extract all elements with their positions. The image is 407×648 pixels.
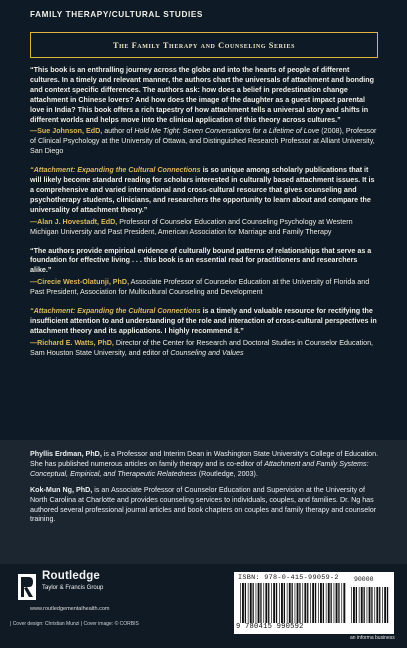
author-bio-2: Kok-Mun Ng, PhD, is an Associate Professor of Counselor Education and Supervision at the University of North Carolina at Charlotte and provides counseling services to individuals, couples, and families. Dr. Ng has authored several professional journal articles and book chapters on couples and family therapy and counselor training. xyxy=(30,485,377,524)
category-label: FAMILY THERAPY/CULTURAL STUDIES xyxy=(30,10,203,19)
endorsement-attribution: —Alan J. Hovestadt, EdD, Professor of Counselor Education and Counseling Psychology at Western Michigan University and Past President, American Association for Marriage and Family Therapy xyxy=(30,217,353,236)
addon-barcode-icon xyxy=(351,587,389,623)
barcode xyxy=(234,572,394,634)
endorsement-4 xyxy=(30,307,380,359)
ean-barcode-icon xyxy=(240,583,346,623)
endorsements xyxy=(30,66,380,368)
publisher-website: www.routledgementalhealth.com xyxy=(30,606,110,612)
author-bios-panel xyxy=(0,440,407,564)
series-banner xyxy=(30,32,378,58)
addon-digits: 90000 xyxy=(354,576,374,583)
endorsement-text: “Attachment: Expanding the Cultural Connections is so unique among scholarly publications that it will likely become standard reading for scholars interested in culturally based attachment issues. It is a comprehensive and varied international and cross-cultural resource that gives counseling and psychotherapy students, clinicians, and researchers the opportunity to learn about and compare the universality of attachment theory.” xyxy=(30,166,375,214)
endorsement-attribution: —Sue Johnson, EdD, author of Hold Me Tight: Seven Conversations for a Lifetime of Love (2008), Professor of Clinical Psychology at the University of Ottawa, and Distinguished Research Professor at Alliant University, San Diego xyxy=(30,127,377,156)
author-bio-1: Phyllis Erdman, PhD, is a Professor and Interim Dean in Washington State University’s College of Education. She has published numerous articles on family therapy and is co-editor of Attachment and Family Systems: Conceptual, Empirical, and Therapeutic Relatedness (Routledge, 2003). xyxy=(30,450,379,478)
publisher-group: Taylor & Francis Group xyxy=(42,585,104,591)
routledge-logo-icon xyxy=(18,574,36,600)
cover-credits: | Cover design: Christian Munzi | Cover image: © CORBIS xyxy=(10,621,139,627)
barcode-digits: 9 780415 990592 xyxy=(236,623,304,631)
publisher-name: Routledge xyxy=(42,570,101,582)
footer xyxy=(0,564,407,648)
series-title: The Family Therapy and Counseling Series xyxy=(112,40,296,50)
isbn-label: ISBN: 978-0-415-99059-2 xyxy=(238,574,339,582)
endorsement-text: “This book is an enthralling journey across the globe and into the hearts of people of different cultures. In a timely and relevant manner, the authors chart the universals of attachment and bonding and context specific differences. The authors ask: how does a belief in predestination change attachment in Chinese lovers? And how does the image of the daughter as a guest impact parental love in India? This book offers a rich tapestry of how attachment tells a universal story and shifts in different worlds and helps move into the clinical application of this theory across cultures.” xyxy=(30,66,375,124)
endorsement-3 xyxy=(30,247,380,299)
endorsement-attribution: —Richard E. Watts, PhD, Director of the Center for Research and Doctoral Studies in Counselor Education, Sam Houston State University, and editor of Counseling and Values xyxy=(30,338,374,357)
endorsement-attribution: —Cirecie West-Olatunji, PhD, Associate Professor of Counselor Education at the University of Florida and Past President, Association for Multicultural Counseling and Development xyxy=(30,278,370,297)
informa-tagline: an informa business xyxy=(350,635,395,641)
endorsement-text: “The authors provide empirical evidence of culturally bound patterns of relationships that serve as a foundation for effective living . . . this book is an essential read for practitioners and researchers alike.” xyxy=(30,246,372,275)
endorsement-1 xyxy=(30,66,380,157)
endorsement-2 xyxy=(30,166,380,237)
endorsement-text: “Attachment: Expanding the Cultural Connections is a timely and valuable resource for rectifying the insufficient attention to and understanding of the role and interaction of cross-cultural perspectives in attachment theory and its applications. I highly recommend it.” xyxy=(30,307,377,335)
